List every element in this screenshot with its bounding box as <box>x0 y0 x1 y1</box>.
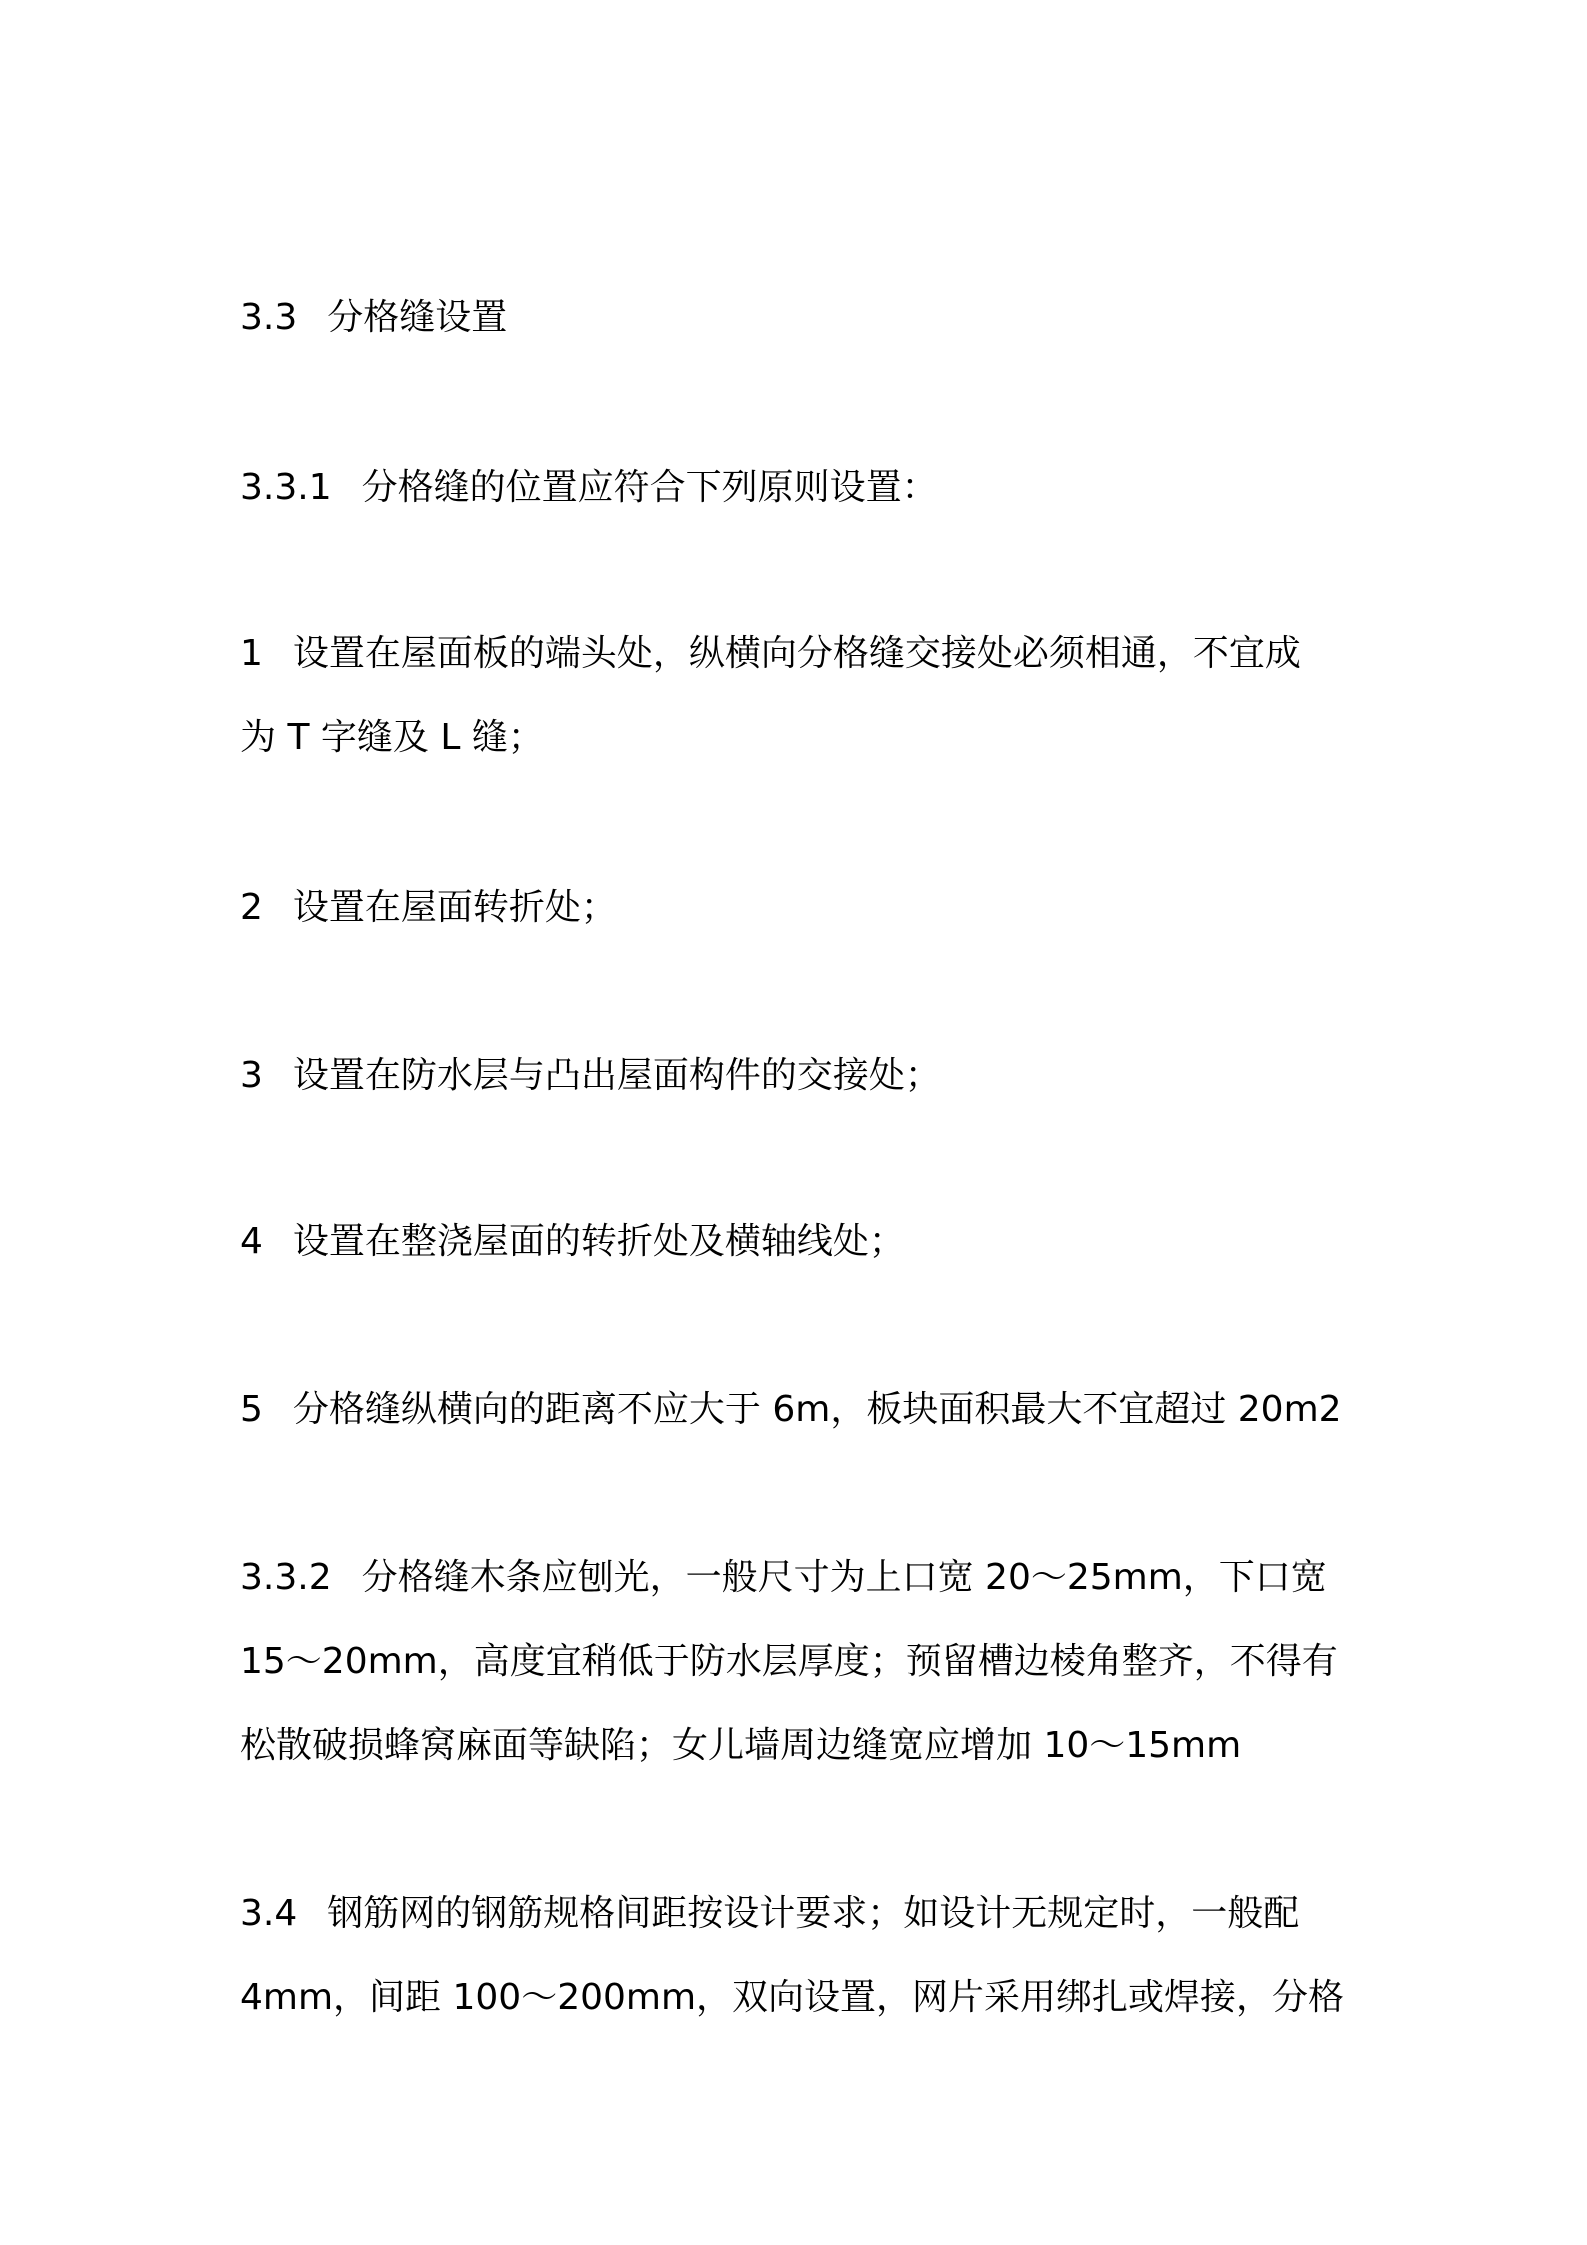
section-text: 钢筋网的钢筋规格间距按设计要求；如设计无规定时，一般配 <box>327 1893 1300 1934</box>
text-line <box>240 446 1360 530</box>
text-line: 为 T 字缝及 L 缝； <box>240 717 544 758</box>
text-line: 松散破损蜂窝麻面等缺陷；女儿墙周边缝宽应增加 10～15mm <box>240 1725 1242 1766</box>
text-line: 15～20mm，高度宜稍低于防水层厚度；预留槽边棱角整齐，不得有 <box>240 1641 1338 1682</box>
text-line <box>240 1368 1360 1452</box>
text-line: 4mm，间距 100～200mm，双向设置，网片采用绑扎或焊接，分格 <box>240 1977 1345 2018</box>
list-item-2 <box>240 866 1360 950</box>
text-line <box>240 1536 1360 1620</box>
clause-number: 3.3.1 <box>240 467 332 508</box>
clause-3-3-2 <box>240 1536 1360 1788</box>
section-number: 3.3 <box>240 297 298 338</box>
item-text: 设置在整浇屋面的转折处及横轴线处； <box>292 1221 905 1262</box>
item-number: 3 <box>240 1055 263 1096</box>
item-text: 设置在屋面板的端头处，纵横向分格缝交接处必须相通，不宜成 <box>292 633 1301 674</box>
list-item-5 <box>240 1368 1360 1452</box>
text-line <box>240 1034 1360 1118</box>
text-line <box>240 1872 1360 1956</box>
text-line <box>240 276 1360 360</box>
section-heading-3-3 <box>240 276 1360 360</box>
section-number: 3.4 <box>240 1893 298 1934</box>
item-number: 2 <box>240 887 263 928</box>
section-3-4 <box>240 1872 1360 2040</box>
clause-3-3-1 <box>240 446 1360 530</box>
clause-text: 分格缝木条应刨光，一般尺寸为上口宽 20～25mm，下口宽 <box>361 1557 1327 1598</box>
text-line <box>240 612 1360 696</box>
item-number: 4 <box>240 1221 263 1262</box>
list-item-3 <box>240 1034 1360 1118</box>
section-title: 分格缝设置 <box>327 297 508 338</box>
item-text: 分格缝纵横向的距离不应大于 6m，板块面积最大不宜超过 20m2 <box>292 1389 1342 1430</box>
clause-number: 3.3.2 <box>240 1557 332 1598</box>
list-item-1 <box>240 612 1360 780</box>
list-item-4 <box>240 1200 1360 1284</box>
text-line <box>240 1200 1360 1284</box>
clause-text: 分格缝的位置应符合下列原则设置： <box>361 467 938 508</box>
item-text: 设置在屋面转折处； <box>292 887 617 928</box>
item-number: 5 <box>240 1389 263 1430</box>
item-text: 设置在防水层与凸出屋面构件的交接处； <box>292 1055 941 1096</box>
text-line <box>240 866 1360 950</box>
item-number: 1 <box>240 633 263 674</box>
